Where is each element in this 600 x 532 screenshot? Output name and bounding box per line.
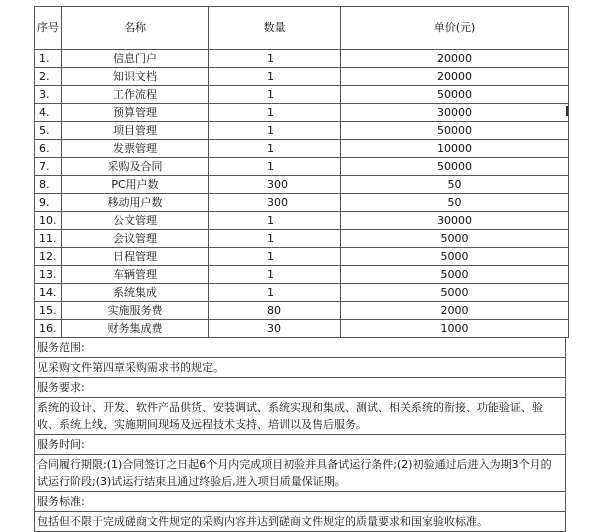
section-body: 合同履行期限:(1)合同签订之日起6个月内完成项目初验并具备试运行条件;(2)初验通过后进入为期3个月的试运行阶段;(3)试运行结束且通过终验后,进入项目质量保证期。 xyxy=(34,455,566,492)
row-name: 实施服务费 xyxy=(62,302,209,320)
row-quantity: 300 xyxy=(209,194,341,212)
row-name: 预算管理 xyxy=(62,104,209,122)
row-index: 7. xyxy=(35,158,62,176)
row-unit-price: 1000 xyxy=(341,320,569,338)
row-index: 4. xyxy=(35,104,62,122)
row-name: 财务集成费 xyxy=(62,320,209,338)
items-table xyxy=(34,6,569,338)
row-quantity: 300 xyxy=(209,176,341,194)
row-index: 16. xyxy=(35,320,62,338)
table-row xyxy=(35,122,569,140)
row-quantity: 1 xyxy=(209,68,341,86)
header-quantity: 数量 xyxy=(209,7,341,50)
row-name: 车辆管理 xyxy=(62,266,209,284)
row-index: 14. xyxy=(35,284,62,302)
row-unit-price: 5000 xyxy=(341,284,569,302)
row-quantity: 1 xyxy=(209,50,341,68)
row-quantity: 1 xyxy=(209,266,341,284)
service-sections xyxy=(34,338,566,532)
table-row xyxy=(35,140,569,158)
row-unit-price: 50 xyxy=(341,176,569,194)
row-unit-price: 20000 xyxy=(341,68,569,86)
table-row xyxy=(35,194,569,212)
row-unit-price: 5000 xyxy=(341,248,569,266)
row-index: 1. xyxy=(35,50,62,68)
row-index: 6. xyxy=(35,140,62,158)
row-name: 知识文档 xyxy=(62,68,209,86)
row-unit-price: 5000 xyxy=(341,230,569,248)
table-row xyxy=(35,230,569,248)
row-quantity: 1 xyxy=(209,248,341,266)
table-row xyxy=(35,50,569,68)
section-body: 包括但不限于完成磋商文件规定的采购内容并达到磋商文件规定的质量要求和国家验收标准。 xyxy=(34,512,566,532)
header-index: 序号 xyxy=(35,7,62,50)
row-name: 公文管理 xyxy=(62,212,209,230)
row-unit-price: 50 xyxy=(341,194,569,212)
row-quantity: 1 xyxy=(209,212,341,230)
cropped-header-remnant xyxy=(0,0,600,5)
row-name: 发票管理 xyxy=(62,140,209,158)
row-index: 15. xyxy=(35,302,62,320)
row-quantity: 1 xyxy=(209,158,341,176)
row-name: 系统集成 xyxy=(62,284,209,302)
row-name: 日程管理 xyxy=(62,248,209,266)
row-unit-price: 5000 xyxy=(341,266,569,284)
row-quantity: 80 xyxy=(209,302,341,320)
table-row xyxy=(35,248,569,266)
row-unit-price: 30000 xyxy=(341,104,569,122)
section-body: 见采购文件第四章采购需求书的规定。 xyxy=(34,358,566,378)
row-name: 采购及合同 xyxy=(62,158,209,176)
row-name: 信息门户 xyxy=(62,50,209,68)
row-index: 10. xyxy=(35,212,62,230)
table-row xyxy=(35,86,569,104)
row-name: 工作流程 xyxy=(62,86,209,104)
row-index: 8. xyxy=(35,176,62,194)
row-unit-price: 50000 xyxy=(341,122,569,140)
table-row xyxy=(35,68,569,86)
row-index: 9. xyxy=(35,194,62,212)
section-title: 服务标准: xyxy=(34,492,566,512)
table-row xyxy=(35,212,569,230)
header-name: 名称 xyxy=(62,7,209,50)
table-row xyxy=(35,266,569,284)
section-title: 服务要求: xyxy=(34,378,566,398)
row-index: 12. xyxy=(35,248,62,266)
row-index: 3. xyxy=(35,86,62,104)
header-unit-price: 单价(元) xyxy=(341,7,569,50)
row-quantity: 1 xyxy=(209,104,341,122)
row-index: 2. xyxy=(35,68,62,86)
row-unit-price: 10000 xyxy=(341,140,569,158)
row-unit-price: 2000 xyxy=(341,302,569,320)
row-name: PC用户数 xyxy=(62,176,209,194)
table-row xyxy=(35,320,569,338)
section-title: 服务时间: xyxy=(34,435,566,455)
row-index: 13. xyxy=(35,266,62,284)
row-quantity: 1 xyxy=(209,230,341,248)
row-unit-price: 30000 xyxy=(341,212,569,230)
section-title: 服务范围: xyxy=(34,338,566,358)
row-quantity: 30 xyxy=(209,320,341,338)
row-index: 5. xyxy=(35,122,62,140)
table-row xyxy=(35,104,569,122)
table-row xyxy=(35,284,569,302)
row-name: 会议管理 xyxy=(62,230,209,248)
row-quantity: 1 xyxy=(209,140,341,158)
row-quantity: 1 xyxy=(209,284,341,302)
table-row xyxy=(35,176,569,194)
cursor-marker xyxy=(566,106,568,116)
table-header-row xyxy=(35,7,569,50)
section-body: 系统的设计、开发、软件产品供货、安装调试、系统实现和集成、测试、相关系统的衔接、功能验证、验收、系统上线、实施期间现场及远程技术支持、培训以及售后服务。 xyxy=(34,398,566,435)
row-index: 11. xyxy=(35,230,62,248)
row-unit-price: 50000 xyxy=(341,86,569,104)
row-name: 项目管理 xyxy=(62,122,209,140)
row-quantity: 1 xyxy=(209,86,341,104)
row-unit-price: 20000 xyxy=(341,50,569,68)
table-row xyxy=(35,302,569,320)
table-row xyxy=(35,158,569,176)
row-name: 移动用户数 xyxy=(62,194,209,212)
row-unit-price: 50000 xyxy=(341,158,569,176)
row-quantity: 1 xyxy=(209,122,341,140)
